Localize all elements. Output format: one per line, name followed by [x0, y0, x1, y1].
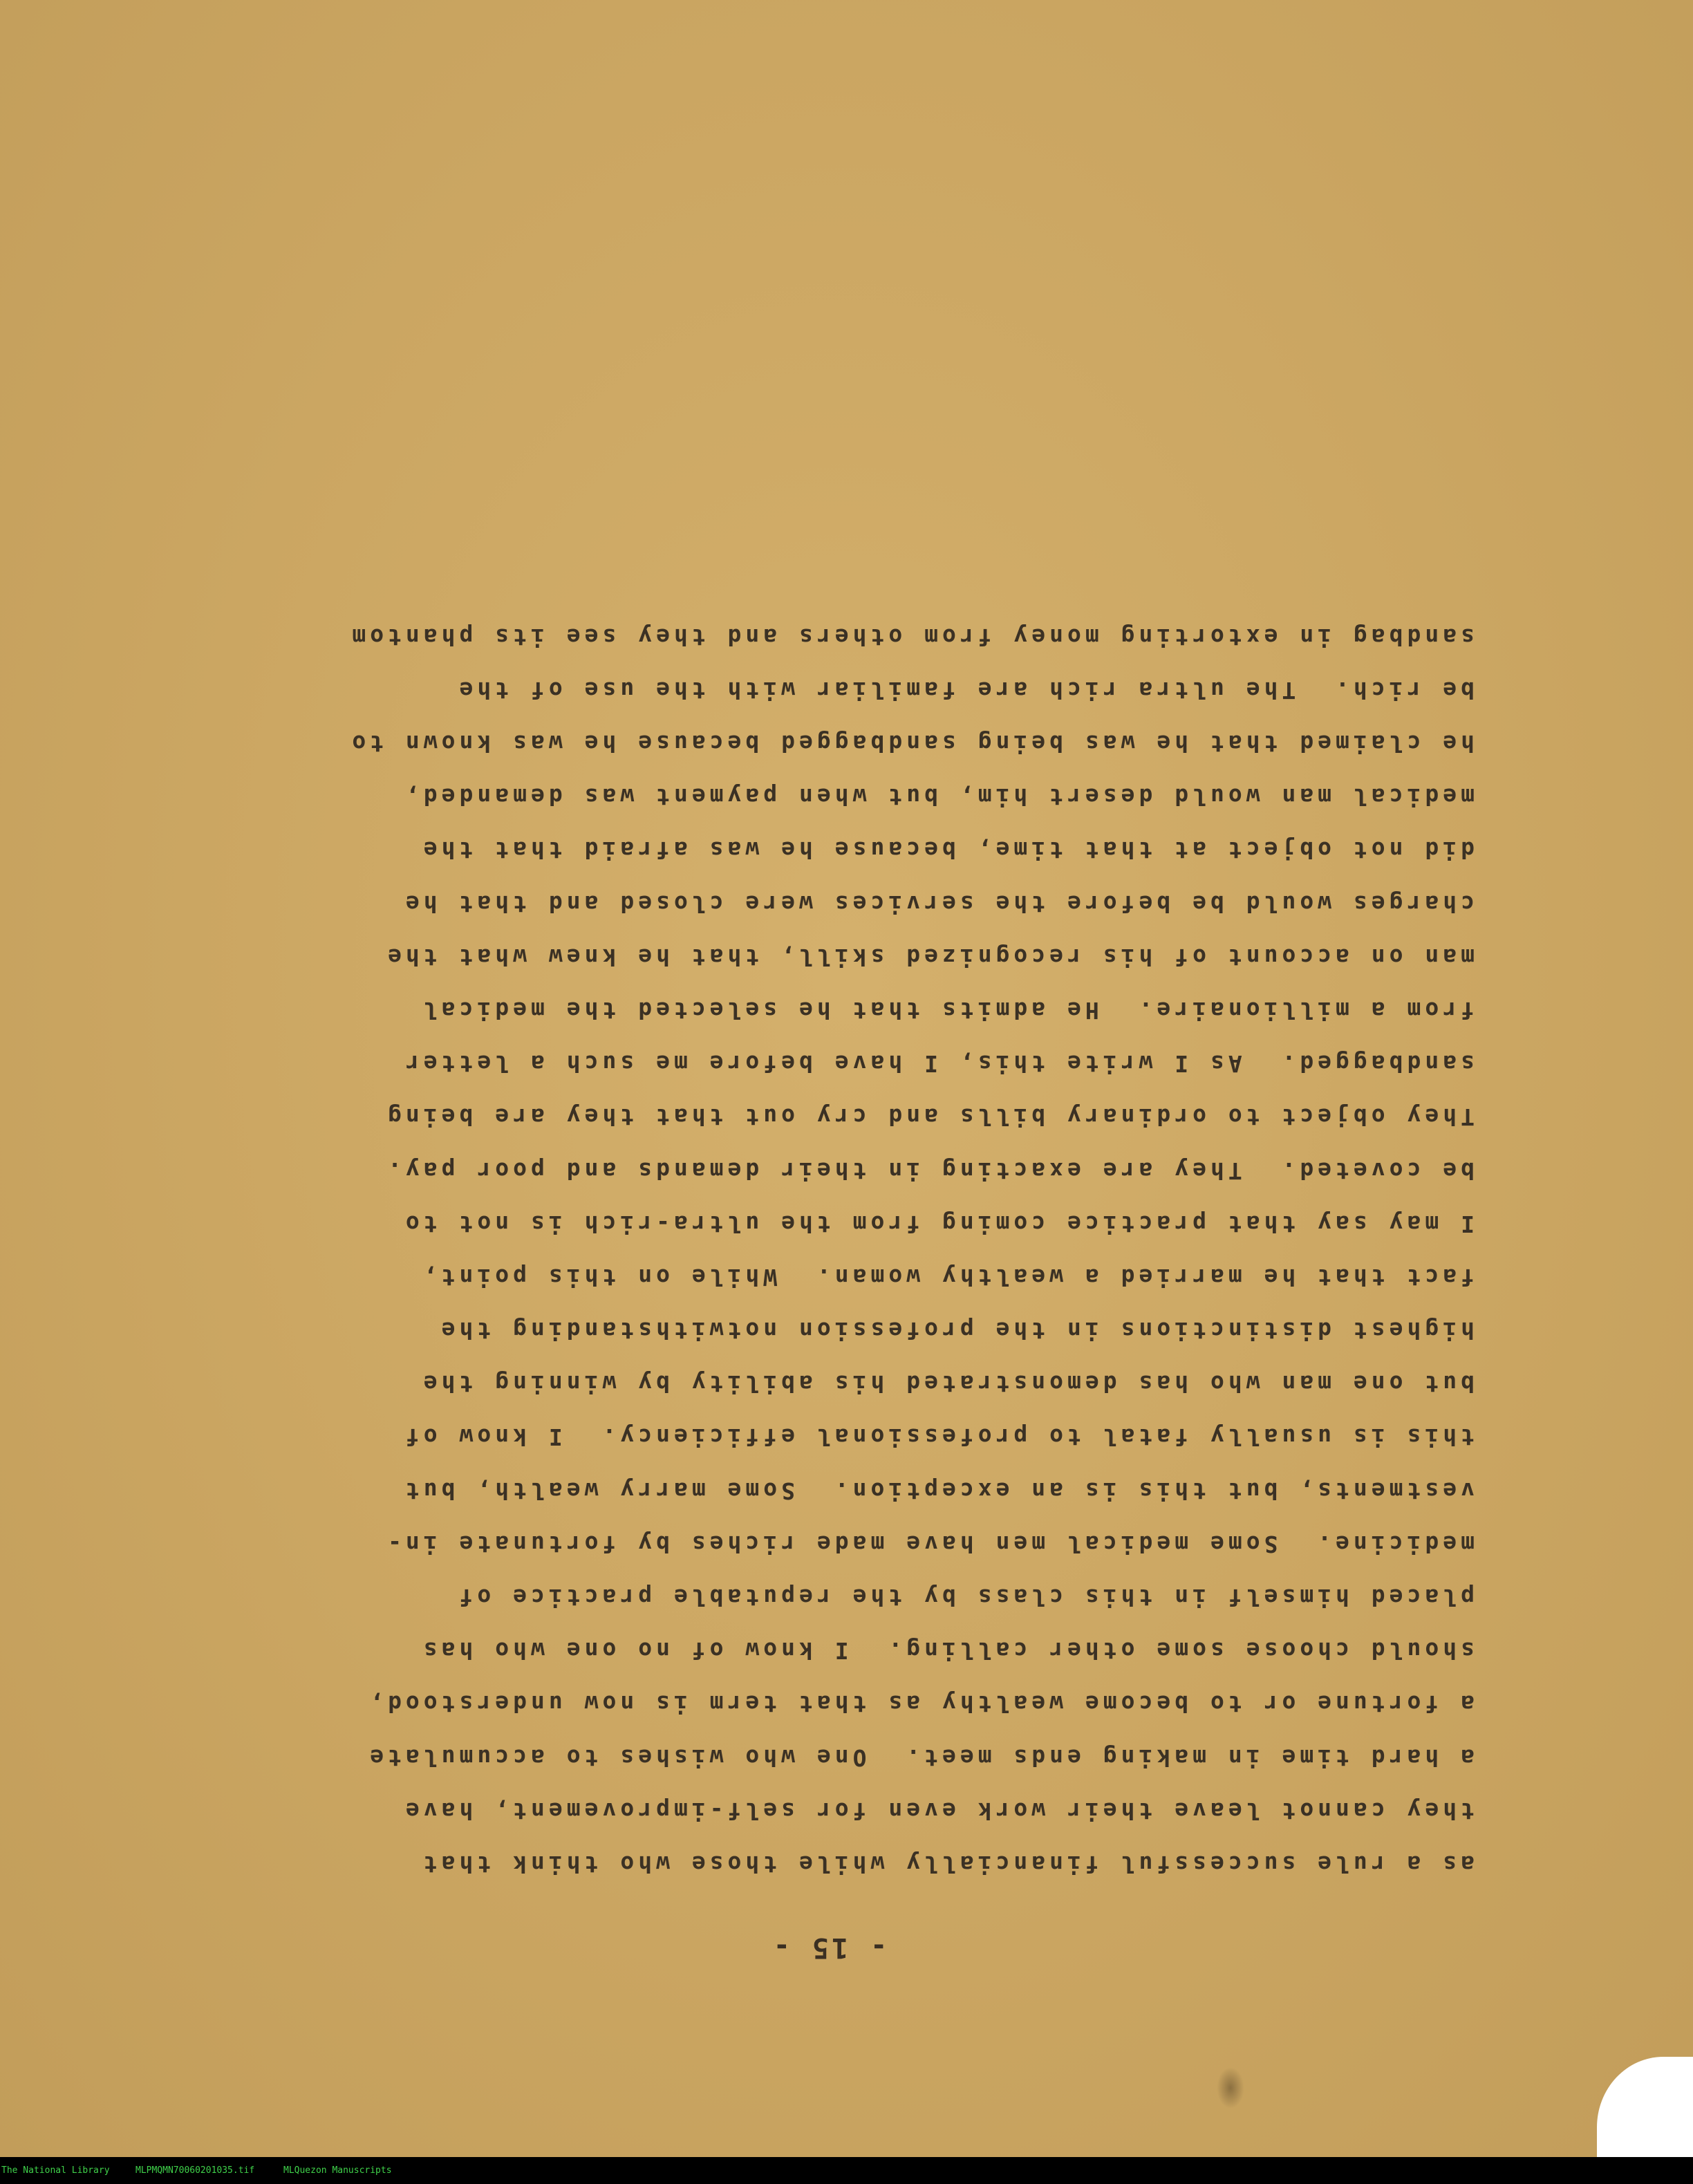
text-line: be coveted. They are exacting in their demands and poor pay.: [384, 1157, 1475, 1184]
text-line: but one man who has demonstrated his ability by winning the: [419, 1370, 1475, 1398]
text-line: be rich. The ultra rich are familiar with the use of the: [455, 676, 1475, 704]
text-line: medical man would desert him, but when payment was demanded,: [401, 783, 1475, 811]
text-line: highest distinctions in the profession notwithstanding the: [437, 1317, 1475, 1345]
page-number: - 15 -: [770, 1932, 888, 1963]
footer-file-id: MLPMQMN70060201035.tif: [135, 2165, 255, 2176]
text-line: from a millionaire. He admits that he selected the medical: [419, 997, 1475, 1024]
text-line: they cannot leave their work even for self-improvement, have: [401, 1797, 1475, 1824]
typewritten-text: [161, 610, 1475, 1892]
text-line: fact that he married a wealthy woman. While on this point,: [419, 1263, 1475, 1291]
text-line: placed himself in this class by the reputable practice of: [455, 1584, 1475, 1612]
text-line: charges would be before the services were closed and that he: [401, 890, 1475, 917]
text-line: as a rule successful financially while those who think that: [419, 1851, 1475, 1878]
text-line: this is usually fatal to professional efficiency. I know of: [401, 1424, 1475, 1451]
text-line: man on account of his recognized skill, that he knew what the: [384, 943, 1475, 971]
paper-stain: [1217, 2067, 1244, 2109]
text-line: sandbagged. As I write this, I have before me such a letter: [401, 1050, 1475, 1078]
footer-collection: MLQuezon Manuscripts: [283, 2165, 392, 2176]
text-line: medicine. Some medical men have made riches by fortunate in-: [384, 1530, 1475, 1558]
footer-library: The National Library: [1, 2165, 110, 2176]
text-line: sandbag in extorting money from others and they see its phantom: [348, 623, 1475, 651]
text-line: They object to ordinary bills and cry out that they are being: [384, 1103, 1475, 1131]
text-line: did not object at that time, because he was afraid that the: [419, 837, 1475, 864]
text-line: I may say that practice coming from the ultra-rich is not to: [401, 1210, 1475, 1238]
text-line: vestments, but this is an exception. Some marry wealth, but: [401, 1477, 1475, 1504]
scan-footer: [0, 2157, 1693, 2184]
text-line: he claimed that he was being sandbagged because he was known to: [348, 730, 1475, 758]
text-line: should choose some other calling. I know of no one who has: [419, 1637, 1475, 1665]
text-line: a fortune or to become wealthy as that term is now understood,: [366, 1690, 1475, 1718]
text-line: a hard time in making ends meet. One who wishes to accumulate: [366, 1744, 1475, 1771]
